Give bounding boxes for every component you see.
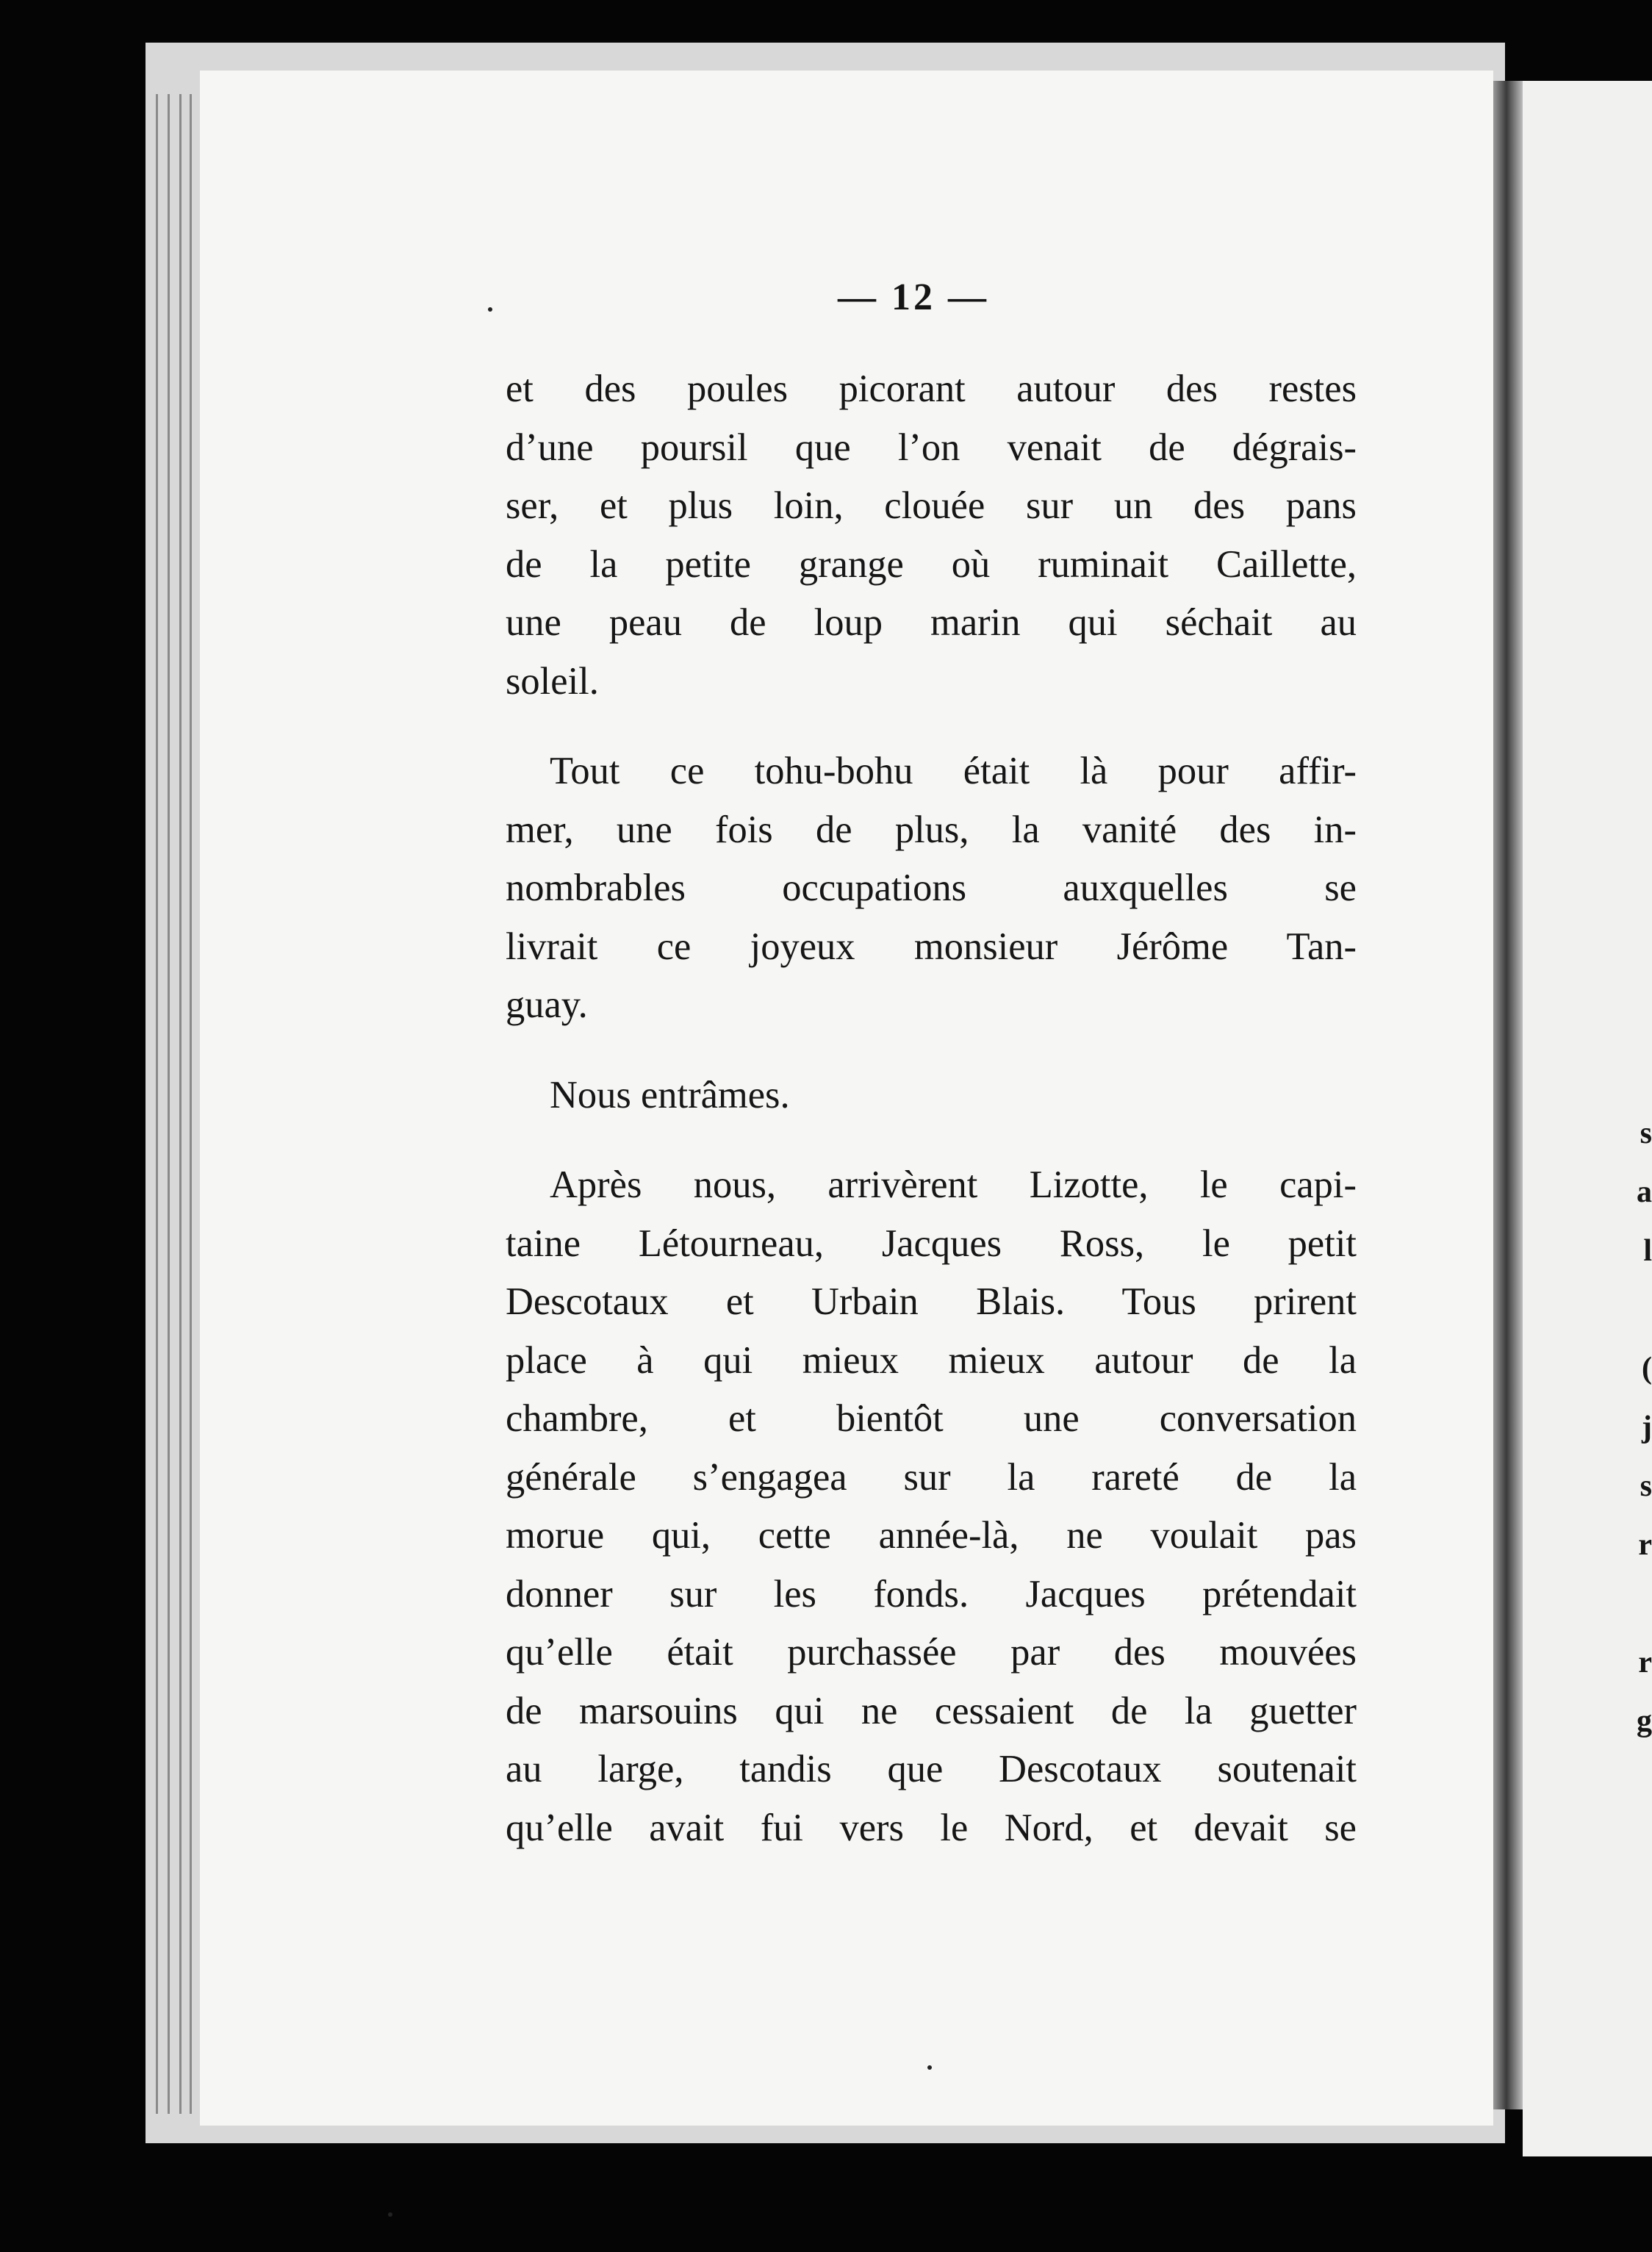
text-line: chambre, et bientôt une conversation	[506, 1397, 1357, 1440]
page-edge-line	[190, 94, 192, 2114]
text-line: ser, et plus loin, clouée sur un des pans	[506, 484, 1357, 527]
adjacent-page-fragment: s	[1640, 1469, 1652, 1503]
text-line: mer, une fois de plus, la vanité des in-	[506, 808, 1357, 851]
adjacent-page-fragment: s	[1640, 1116, 1652, 1150]
text-line: soleil.	[506, 659, 599, 703]
text-line: qu’elle avait fui vers le Nord, et devait se	[506, 1806, 1357, 1849]
text-line: place à qui mieux mieux autour de la	[506, 1338, 1357, 1382]
text-line: Descotaux et Urbain Blais. Tous prirent	[506, 1280, 1357, 1323]
adjacent-page-fragment: g	[1637, 1704, 1652, 1738]
adjacent-page-fragment: a	[1637, 1175, 1652, 1209]
text-line: guay.	[506, 983, 588, 1026]
adjacent-page-fragment: j	[1642, 1410, 1652, 1444]
scan-speck	[927, 2065, 932, 2070]
paragraph	[506, 742, 1357, 1035]
scan-speck	[488, 307, 492, 312]
text-line: de la petite grange où ruminait Caillette,	[506, 542, 1357, 586]
paragraph	[506, 1066, 1357, 1125]
text-line: qu’elle était purchassée par des mouvées	[506, 1631, 1357, 1674]
paragraph	[506, 1156, 1357, 1857]
adjacent-page-fragment: (	[1642, 1352, 1652, 1385]
page-body	[506, 360, 1357, 1857]
adjacent-page-fragment: l	[1643, 1234, 1652, 1268]
scan-speck	[388, 2212, 392, 2217]
text-line: taine Létourneau, Jacques Ross, le petit	[506, 1222, 1357, 1265]
text-line: et des poules picorant autour des restes	[506, 367, 1357, 410]
paragraph	[506, 360, 1357, 711]
text-line: livrait ce joyeux monsieur Jérôme Tan-	[506, 925, 1357, 968]
text-line: une peau de loup marin qui séchait au	[506, 601, 1357, 644]
adjacent-page-text	[1523, 81, 1652, 2156]
page-edge-line	[168, 94, 170, 2114]
page-edge-line	[156, 94, 158, 2114]
text-line: nombrables occupations auxquelles se	[506, 867, 1357, 909]
text-line: donner sur les fonds. Jacques prétendait	[506, 1572, 1357, 1616]
text-line: morue qui, cette année-là, ne voulait pas	[506, 1514, 1357, 1557]
text-line: au large, tandis que Descotaux soutenait	[506, 1748, 1357, 1790]
text-line: d’une poursil que l’on venait de dégrais-	[506, 426, 1357, 469]
text-line: Nous entrâmes.	[550, 1073, 790, 1116]
page-edge-line	[179, 94, 182, 2114]
text-line: de marsouins qui ne cessaient de la guetter	[506, 1689, 1357, 1732]
page-number: — 12 —	[838, 276, 989, 318]
adjacent-page-fragment: r	[1638, 1646, 1652, 1679]
text-line: Après nous, arrivèrent Lizotte, le capi-	[550, 1163, 1357, 1206]
book-gutter	[1493, 81, 1523, 2109]
text-line: générale s’engagea sur la rareté de la	[506, 1455, 1357, 1499]
adjacent-page-fragment: r	[1638, 1528, 1652, 1562]
text-line: Tout ce tohu-bohu était là pour affir-	[550, 750, 1357, 792]
